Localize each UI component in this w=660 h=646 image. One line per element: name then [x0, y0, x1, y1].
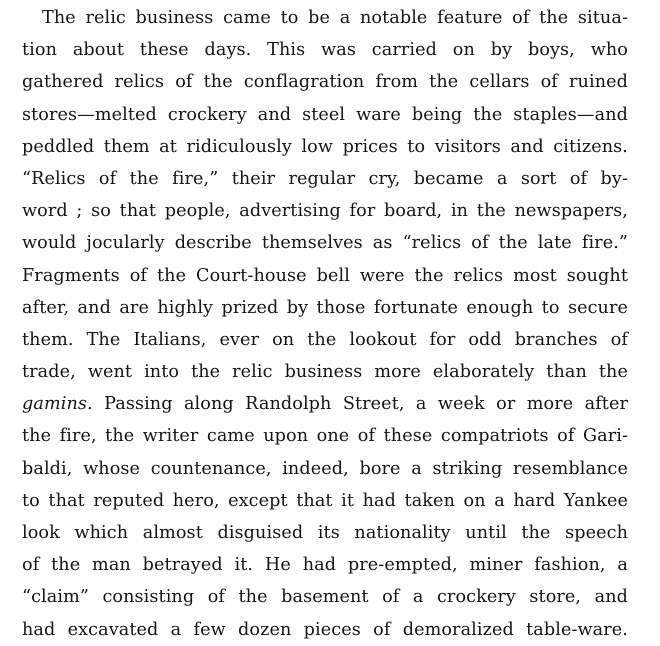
text-line-13: [22, 388, 628, 420]
text-line-12: trade, went into the relic business more elaborately than the: [22, 362, 628, 383]
text-line-18: of the man betrayed it. He had pre-empted, miner fashion, a: [22, 555, 628, 576]
text-line-2: tion about these days. This was carried on by boys, who: [22, 40, 628, 61]
text-line-16: to that reputed hero, except that it had taken on a hard Yankee: [22, 490, 628, 511]
text-line-4: stores—melted crockery and steel ware being the staples—and: [22, 104, 628, 125]
text-line-15: baldi, whose countenance, indeed, bore a striking resemblance: [22, 458, 628, 479]
text-line-10: after, and are highly prized by those fortunate enough to secure: [22, 297, 628, 318]
text-line-6: “Relics of the fire,” their regular cry, became a sort of by-: [22, 168, 628, 189]
text-line-3: gathered relics of the conflagration from the cellars of ruined: [22, 72, 628, 93]
text-line-9: Fragments of the Court-house bell were the relics most sought: [22, 265, 628, 286]
document-page: [22, 2, 628, 646]
text-line-7: word ; so that people, advertising for board, in the newspapers,: [22, 201, 628, 222]
text-line-20: had excavated a few dozen pieces of demoralized table-ware.: [22, 619, 628, 640]
text-line-19: “claim” consisting of the basement of a crockery store, and: [22, 587, 628, 608]
text-line-8: would jocularly describe themselves as “relics of the late fire.”: [22, 233, 628, 254]
text-line-13-rest: Passing along Randolph Street, a week or more after: [92, 394, 628, 415]
text-line-14: the fire, the writer came upon one of these compatriots of Gari-: [22, 426, 628, 447]
text-line-5: peddled them at ridiculously low prices to visitors and citizens.: [22, 136, 628, 157]
italic-word: gamins.: [22, 394, 93, 415]
text-line-1: The relic business came to be a notable feature of the situa-: [42, 8, 628, 28]
text-line-17: look which almost disguised its nationality until the speech: [22, 523, 628, 543]
text-line-11: them. The Italians, ever on the lookout for odd branches of: [22, 329, 628, 350]
